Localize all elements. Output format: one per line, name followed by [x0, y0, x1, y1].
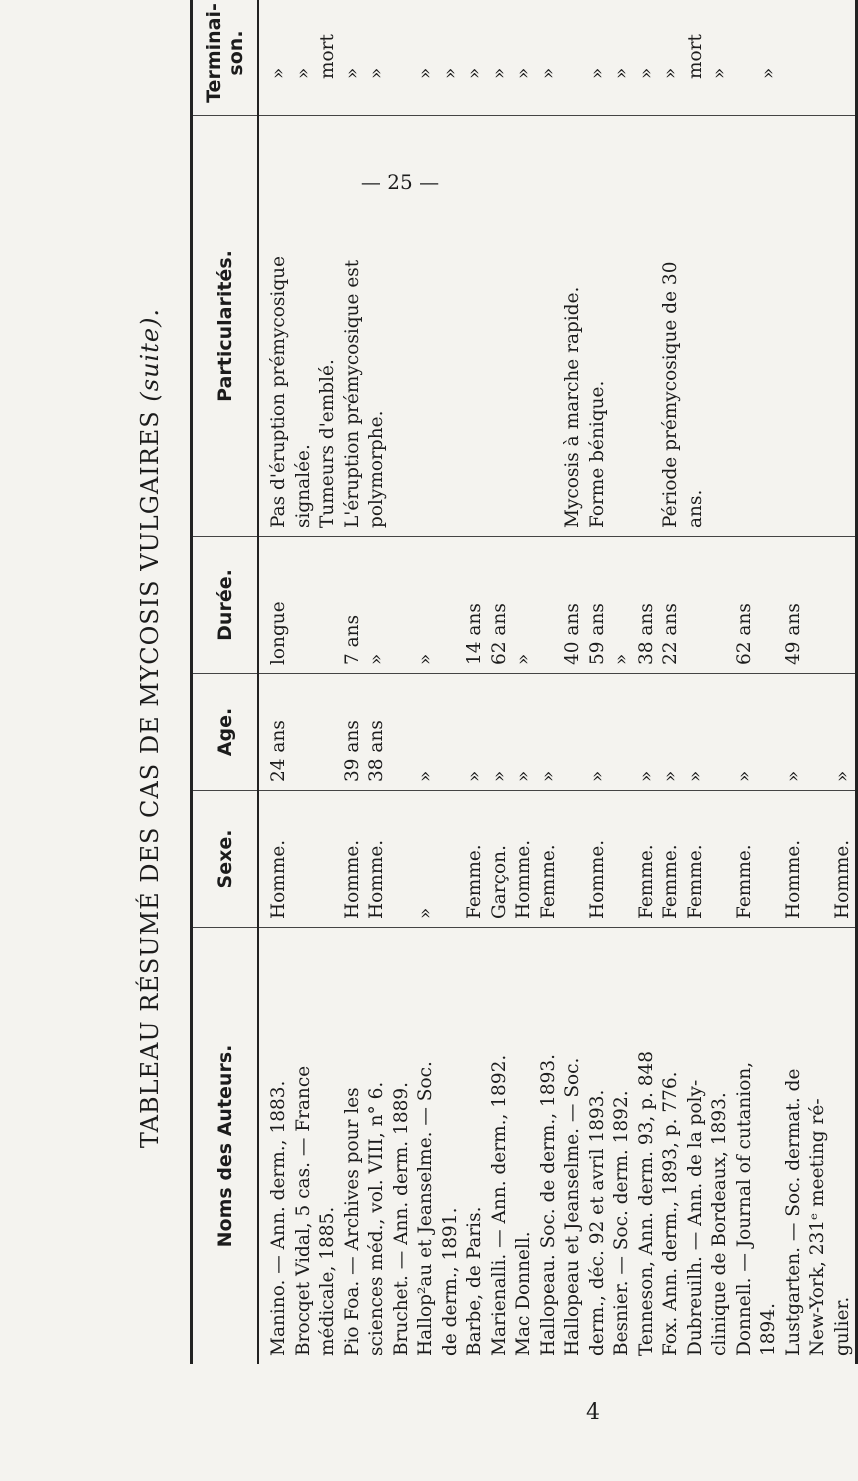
cell-line — [537, 545, 562, 665]
cell-line — [537, 124, 562, 528]
cell-line: » — [611, 653, 632, 665]
cell-line: » — [831, 770, 853, 782]
cell-line: » — [513, 653, 534, 665]
cell-line: Marienalli. — Ann. derm., 1892. — [488, 1054, 510, 1356]
cell-line — [708, 545, 733, 665]
header-age: Age. — [192, 674, 259, 791]
cell-line — [561, 799, 586, 919]
column-duree — [258, 537, 857, 674]
cell-line — [439, 545, 464, 665]
cell-line: » — [611, 67, 632, 79]
cell-line: Garçon. — [488, 845, 510, 919]
cell-line — [316, 682, 341, 782]
cell-line — [439, 799, 464, 919]
cell-line — [512, 124, 537, 528]
cell-line: Hallop²au et Jeanselme. — Soc. — [415, 1061, 436, 1356]
cell-line: » — [292, 67, 314, 79]
cell-line: » — [366, 67, 387, 79]
cell-line: Mycosis à marche rapide. — [562, 286, 583, 528]
table-title: TABLEAU RÉSUMÉ DES CAS DE MYCOSIS VULGAIRES — [136, 410, 164, 1149]
cell-line: » — [660, 770, 681, 782]
cell-line: » — [464, 67, 485, 79]
column-terminaison — [258, 0, 857, 116]
cell-line: gulier. — [831, 1296, 853, 1356]
cell-line: » — [415, 907, 436, 919]
cell-line: 22 ans — [660, 603, 681, 665]
body-row — [258, 0, 857, 1364]
cell-line: » — [464, 770, 485, 782]
cell-line: » — [733, 770, 755, 782]
cell-line: Homme. — [586, 839, 608, 919]
cell-line — [757, 545, 782, 665]
cell-line: » — [586, 67, 608, 79]
cell-line — [463, 124, 488, 528]
cell-line: Homme. — [782, 839, 804, 919]
cell-line: 38 ans — [366, 720, 387, 782]
cell-line: 14 ans — [464, 603, 485, 665]
cell-line: Brocqet Vidal, 5 cas. — France — [292, 1065, 314, 1356]
cell-line: Femme. — [464, 844, 485, 919]
cell-line: Homme. — [268, 839, 289, 919]
cell-line — [757, 799, 782, 919]
cell-line: » — [366, 653, 387, 665]
cell-line — [561, 0, 586, 107]
cell-line: » — [488, 770, 510, 782]
cell-line: » — [415, 67, 436, 79]
cell-line: » — [758, 67, 779, 79]
cell-line — [782, 0, 807, 107]
cell-line: Femme. — [537, 844, 559, 919]
cell-line: New-York, 231ᵉ meeting ré- — [807, 1098, 828, 1356]
cell-line — [831, 545, 856, 665]
cell-line — [292, 799, 317, 919]
cell-line: Tumeurs d'emblé. — [317, 359, 338, 528]
cell-line — [806, 545, 831, 665]
cell-line: » — [684, 770, 706, 782]
cell-line: Besnier. — Soc. derm. 1892. — [611, 1090, 632, 1356]
header-terminaison: Terminai-son. — [192, 0, 259, 116]
cell-line: » — [415, 653, 436, 665]
cell-line — [610, 124, 635, 528]
cell-line: ans. — [684, 489, 706, 528]
cell-line: 24 ans — [268, 720, 289, 782]
cell-line: » — [513, 67, 534, 79]
cell-line: Fox. Ann. derm., 1893, p. 776. — [660, 1071, 681, 1356]
cell-line: Homme. — [513, 839, 534, 919]
cell-line: 62 ans — [488, 603, 510, 665]
cell-line — [390, 545, 415, 665]
cell-line: Pio Foa. — Archives pour les — [341, 1087, 363, 1356]
cell-line — [292, 682, 317, 782]
cell-line: Donnell. — Journal of cutanion, — [733, 1061, 755, 1356]
cell-line: » — [586, 770, 608, 782]
cell-line: longue — [268, 601, 289, 665]
cell-line: Tenneson, Ann. derm. 93, p. 848 — [635, 1050, 657, 1356]
summary-table — [190, 0, 858, 1364]
cell-line: signalée. — [292, 444, 314, 528]
cell-line: Femme. — [635, 844, 657, 919]
cell-line — [316, 545, 341, 665]
cell-line: mort — [684, 34, 706, 79]
cell-line: Femme. — [660, 844, 681, 919]
table-title-suite: (suite). — [136, 307, 164, 402]
cell-line: » — [635, 770, 657, 782]
cell-line — [292, 545, 317, 665]
cell-line — [733, 0, 758, 107]
cell-line: de derm., 1891. — [439, 1207, 461, 1356]
column-sexe — [258, 791, 857, 928]
header-auteurs: Noms des Auteurs. — [192, 928, 259, 1365]
cell-line: Homme. — [831, 839, 853, 919]
cell-line: Homme. — [366, 839, 387, 919]
column-particularites — [258, 116, 857, 537]
cell-line: 7 ans — [341, 614, 363, 665]
cell-line: Dubreuilh. — Ann. de la poly- — [684, 1079, 706, 1356]
cell-line: 40 ans — [562, 603, 583, 665]
footer-number: 4 — [586, 1400, 600, 1425]
column-auteurs — [258, 928, 857, 1365]
cell-line — [610, 682, 635, 782]
cell-line: » — [660, 67, 681, 79]
cell-line: Barbe, de Paris. — [464, 1206, 485, 1356]
cell-line — [757, 682, 782, 782]
cell-line — [806, 799, 831, 919]
cell-line: polymorphe. — [366, 410, 387, 528]
cell-line: médicale, 1885. — [317, 1206, 338, 1356]
cell-line — [316, 799, 341, 919]
header-sexe: Sexe. — [192, 791, 259, 928]
cell-line: » — [268, 67, 289, 79]
cell-line — [390, 124, 415, 528]
cell-line: clinique de Bordeaux, 1893. — [709, 1092, 730, 1356]
cell-line — [684, 545, 709, 665]
cell-line: » — [709, 67, 730, 79]
cell-line — [708, 682, 733, 782]
cell-line — [439, 682, 464, 782]
cell-line: » — [537, 67, 559, 79]
cell-line — [806, 682, 831, 782]
cell-line: 49 ans — [782, 603, 804, 665]
cell-line: 38 ans — [635, 603, 657, 665]
cell-line: Hallopeau. Soc. de derm., 1893. — [537, 1053, 559, 1356]
table-caption — [130, 92, 170, 1364]
cell-line: » — [341, 67, 363, 79]
cell-line: Pas d'éruption prémycosique — [268, 255, 289, 528]
cell-line: mort — [317, 34, 338, 79]
cell-line: » — [782, 770, 804, 782]
cell-line: Femme. — [684, 844, 706, 919]
column-age — [258, 674, 857, 791]
cell-line — [390, 0, 415, 107]
cell-line: 1894. — [758, 1303, 779, 1356]
cell-line — [488, 124, 513, 528]
cell-line: Homme. — [341, 839, 363, 919]
cell-line: Manino. — Ann. derm., 1883. — [268, 1080, 289, 1356]
cell-line — [708, 799, 733, 919]
cell-line — [610, 799, 635, 919]
rotated-page-content — [130, 3, 853, 1364]
cell-line — [831, 0, 856, 107]
cell-line: L'éruption prémycosique est — [341, 259, 363, 528]
cell-line: Période prémycosique de 30 — [660, 261, 681, 528]
cell-line: sciences méd., vol. VIII, n° 6. — [366, 1081, 387, 1356]
cell-line: » — [513, 770, 534, 782]
cell-line: derm., déc. 92 et avril 1893. — [586, 1089, 608, 1356]
cell-line — [561, 682, 586, 782]
header-duree: Durée. — [192, 537, 259, 674]
cell-line: Lustgarten. — Soc. dermat. de — [782, 1068, 804, 1356]
cell-line: Mac Donnell. — [513, 1231, 534, 1356]
cell-line: Bruchet. — Ann. derm. 1889. — [390, 1081, 412, 1356]
page-number: — 25 — — [360, 170, 440, 194]
cell-line: » — [415, 770, 436, 782]
cell-line: 59 ans — [586, 603, 608, 665]
cell-line — [390, 682, 415, 782]
cell-line: 62 ans — [733, 603, 755, 665]
header-row — [192, 0, 259, 1364]
cell-line — [635, 124, 660, 528]
cell-line: Hallopeau et Jeanselme. — Soc. — [562, 1057, 583, 1356]
cell-line: » — [635, 67, 657, 79]
cell-line — [390, 799, 415, 919]
cell-line — [806, 0, 831, 107]
cell-line — [439, 124, 464, 528]
header-particularites: Particularités. — [192, 116, 259, 537]
cell-line: » — [439, 67, 461, 79]
cell-line: » — [537, 770, 559, 782]
cell-line: Femme. — [733, 844, 755, 919]
cell-line: 39 ans — [341, 720, 363, 782]
cell-line: Forme bénique. — [586, 380, 608, 528]
cell-line: » — [488, 67, 510, 79]
cell-line — [414, 124, 439, 528]
